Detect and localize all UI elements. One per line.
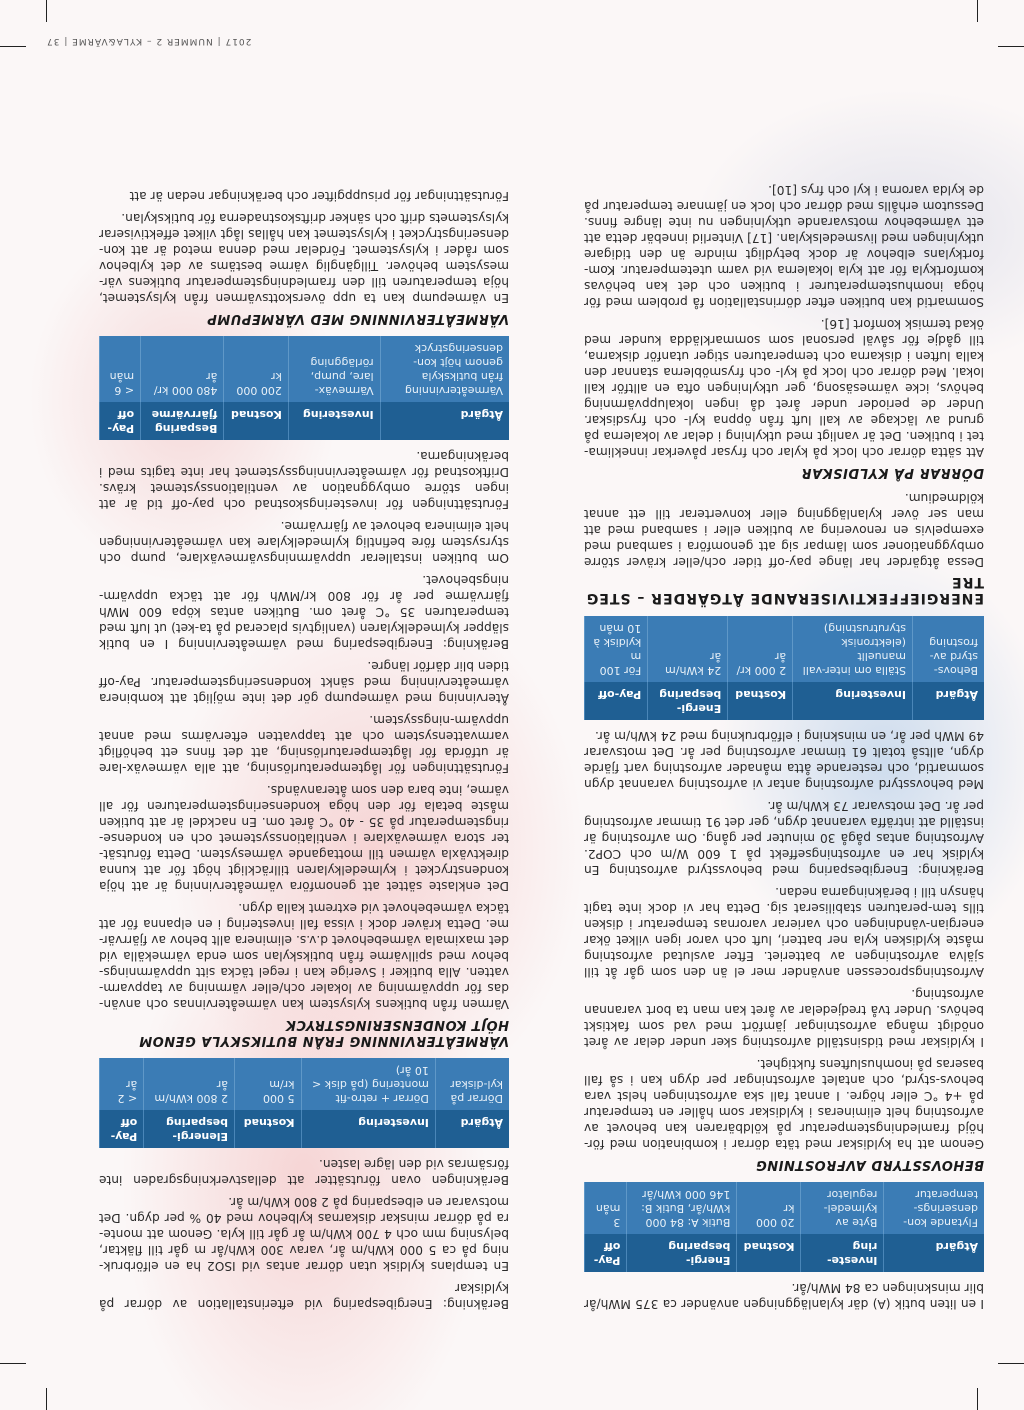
body-paragraph: Det enklaste sättet att genomföra värmeåtervinning är att höja kondenstrycket i kylmedelkylaren tillräckligt högt för att kunna direktväxla värmen till mottagande värmesystem. Detta förutsät-ter stora värmeväxlare i ventilationssystemet och en kondense-ringstemperatur på 35 - 40 °C året om. En nackdel är att butiken måste betala för den höga kondenseringstemperaturen för all värme, inte bara den som återanvänds. xyxy=(99,783,509,893)
table-header: Energi-besparing xyxy=(627,1234,737,1272)
body-paragraph: Förutsättningar för prisuppgifter och beräkningar nedan är att xyxy=(129,189,509,203)
body-paragraph: Beräkning: Energibesparing med behovsstyrd avfrostning En kyldisk har en avfrostningseffekt på 1 600 W/m och COP2. Avfrostning antas pågå 30 minuter per gång. Om avfrostning är inställd att inträffa varannat dygn, ger det 91 timmar avfrostning per år. Det motsvarar 73 kWh/m år. xyxy=(584,799,984,877)
table-cell: Ställa om inter-vall manuellt (elektronisk styrutrustning) xyxy=(793,616,913,682)
crop-mark xyxy=(0,46,26,47)
body-paragraph: Genom att ha kyldiskar med täta dörrar i kombination med för-höjd framledningstemperatur på köldbäraren kan behovet av avfrostning helt elimineras i kyldiskar som håller en temperatur på +4 °C eller högre. I annat fall ska avfrostningen helst vara behovs-styrd, och antalet avfrostningar per dygn kan i så fall baseras på inomhusluftens fuktighet. xyxy=(584,1057,984,1151)
left-column xyxy=(584,176,984,1312)
crop-mark xyxy=(998,1363,1024,1364)
table-header: Investering xyxy=(288,402,380,440)
right-column xyxy=(99,182,509,1312)
section-heading: DÖRRAR PÅ KYLDISKAR xyxy=(801,465,984,480)
table-flytande-kondensering xyxy=(584,1182,984,1272)
page-footer: 2017 | NUMMER 2 – KYLA&VÄRME | 37 xyxy=(46,36,252,46)
table-cell: Byte av kylmedel-regulator xyxy=(801,1182,884,1234)
body-paragraph: Beräkningen ovan förutsätter att dellastverkningsgraden inte försämras vid den lägre lasten. xyxy=(99,1157,509,1187)
table-header: Kostnad xyxy=(224,402,288,440)
table-cell: 5 000 kr/m xyxy=(235,1058,302,1110)
body-paragraph: Återvinning med värmepump gör det inte möjligt att kombinera värmeåtervinning med sänkt kondenseringstemperatur. Pay-off tiden blir därför längre. xyxy=(99,659,509,705)
section-heading: VÄRMEÅTERVINNING MED VÄRMEPUMP xyxy=(206,311,509,326)
body-paragraph: Beräkning: Energibesparing vid efterinstallation av dörrar på kyldiskar xyxy=(99,1281,509,1311)
crop-mark xyxy=(46,1388,47,1410)
table-cell: Dörrar + retro-fit montering (på disk < 10 år) xyxy=(301,1058,435,1110)
table-cell: 2 800 kWh/m år xyxy=(144,1058,235,1110)
table-cell: 480 000 kr/år xyxy=(141,336,224,402)
body-paragraph: I kyldiskar med tidsinställd avfrostning sker under delar av året onödigt många avfrostningar jämfört med vad som faktiskt behövs. Under två tredjedelar av året kan man ta bort varannan avfrostning. xyxy=(584,987,984,1049)
section-heading: ENERGIEFFEKTIVISERANDE ÅTGÄRDER – STEG TRE xyxy=(585,574,984,606)
body-paragraph: Värmen från butikens kylsystem kan värmeåtervinnas och använ-das för uppvärmning av lokaler och/eller värmning av tappvarm-vatten. Alla butiker i Sverige kan i regel täcka sitt uppvärmnings-behov med spillvärme från butikskylan som enda värmekälla vid det maximala värmebehovet d.v.s. eliminera allt behov av fjärrvär-me. Detta kräver dock i vissa fall investering i en elpanna för att täcka värmebehovet vid extremt kalla dygn. xyxy=(99,901,509,1011)
table-row xyxy=(585,616,985,682)
table-header: Pay-off xyxy=(100,1110,144,1148)
body-paragraph: Förutsättningen för lågtemperaturlösning, att alla värmeväx-lare är utförda för lågtemperaturlösning, att det finns ett behöfligt varmvattensystem och att tappvatten eftervärms med annat uppvärm-ningssystem. xyxy=(99,713,509,775)
crop-mark xyxy=(977,1388,978,1410)
body-paragraph: En templans kyldisk utan dörrar antas vid ISO2 ha en elförbruk-ning på ca 5 000 kWh/m år, varav 300 kWh/år m går till fläktar, belysning mm och 4 700 kWh/m år går till kyla. Genom att monte-ra på dörrar minskar diskarnas kylbehov med 40 % per dygn. Det motsvarar en elbesparing på 2 800 kWh/m år. xyxy=(99,1195,509,1273)
table-row xyxy=(100,336,510,402)
crop-mark xyxy=(998,46,1024,47)
crop-mark xyxy=(46,0,47,22)
table-header: Elenergi-besparing xyxy=(144,1110,235,1148)
table-header: Besparing fjärrvärme xyxy=(141,402,224,440)
table-header: Kostnad xyxy=(728,682,793,720)
body-paragraph: Med behovsstyrd avfrostning antar vi avfrostning varannat dygn sommartid, och resterande åtta månader avfrostning vart fjärde dygn, alltså totalt 61 timmar avfrostning per år. Det motsvarar 49 MWh per år, en minskning i elförbrukning med 24 kWh/m år. xyxy=(584,729,984,791)
table-header: Pay-off xyxy=(100,402,141,440)
table-cell: 24 kWh/m år xyxy=(648,616,728,682)
body-paragraph: En värmepump kan ta upp överskottsvärmen från kylsystemet, höja temperaturen till den framledningstemperatur butikens vär-mesystem behöver. Tillgänglig värme bestäms av det kylbehov som råder i kylsystemet. Fördelar med denna metod är att kon-denseringstrycket i kylsystemet kan hållas lågt vilket effektiviserar kylsystemets drift och sänker driftskostnaderna för butikskylan. xyxy=(99,211,509,305)
table-cell: Dörrar på kyl-diskar xyxy=(435,1058,509,1110)
table-header: Åtgärd xyxy=(913,682,984,720)
table-cell: 2 000 kr/år xyxy=(728,616,793,682)
table-cell: Flytande kon-denserings-temperatur xyxy=(884,1182,984,1234)
table-header: Kostnad xyxy=(235,1110,302,1148)
crop-mark xyxy=(0,1363,26,1364)
intro-paragraph: I en liten butik (A) där kylanläggningen använder ca 375 MWh/år blir minskningen ca 84 MWh/år. xyxy=(584,1281,984,1311)
table-header: Kostnad xyxy=(737,1234,801,1272)
body-paragraph: Dessa åtgärder har länge pay-off tider och/eller kräver större ombyggnationer som lämpar sig att genomföra i samband med exempelvis en renovering av butiken eller i samband med att man ser över kylanläggning eller konverterar till ett annat köldmedium. xyxy=(584,491,984,569)
table-header: Pay-off xyxy=(585,682,648,720)
table-header: Investe-ring xyxy=(801,1234,884,1272)
table-cell: Värmeåtervinning från butikskyla genom höjt kon-denseringstryck xyxy=(380,336,509,402)
table-cell: 20 000 kr xyxy=(737,1182,801,1234)
table-dorrar-kyldiskar xyxy=(99,1058,509,1148)
table-row xyxy=(100,1058,510,1110)
table-header: Pay-off xyxy=(585,1234,627,1272)
table-header: Investering xyxy=(793,682,913,720)
table-header: Investering xyxy=(301,1110,435,1148)
table-header: Energi-besparing xyxy=(648,682,728,720)
body-paragraph: Sommartid kan butiken efter dörrinstallation få problem med för höga inomhustemperaturer i butiken och det kan behövas komfortkyla för att kyla lokalerna vid varm utetemperatur. Kom-fortkylans elbehov är dock betydligt mindre än den tidigare utkylningen med livsmedelskylan. [17] Vinterlid innebär detta att ett värmebehov motsvarande utkylningen nu inte längre finns. Dessutom erhålls med dörrar och lock en jämnare temperatur på de kylda varorna i kyl och frys [10]. xyxy=(584,183,984,309)
section-heading: BEHOVSSTYRD AVFROSTNING xyxy=(755,1157,984,1172)
table-cell: Butik A: 84 000 kWh/år, Butik B: 146 000 kWh/år xyxy=(627,1182,737,1234)
table-header: Åtgärd xyxy=(380,402,509,440)
table-cell: 200 000 kr xyxy=(224,336,288,402)
body-paragraph: Förutsättningen för investeringskostnad och pay-off tid är att ingen större ombyggnation av ventilationssystemet krävs. Driftkostnad för värmeåtervinningssystemet har inte tagits med i beräkningarna. xyxy=(99,449,509,511)
table-behovsstyrd-avfrostning xyxy=(584,616,984,720)
table-row xyxy=(585,1182,985,1234)
body-paragraph: Att sätta dörrar och lock på kylar och frysar påverkar inneklima-tet i butiken. Det är vanligt med utkylning i delar av lokalerna på grund av läckage av kall luft från öppna kyl- och frysdiskar. Under de perioder under året då ingen lokaluppvärmning behövs, icke värmesäsong, ger utkylningen ofta en alltför kall lokal. Med dörrar och lock på kyl- och frysmöblerna stannar den kalla luften i diskarna och temperaturen stiger utanför diskarna, till gådje för såväl personal som sommarklädda kunder med ökad termisk komfort [16]. xyxy=(584,317,984,459)
table-cell: < 6 mån xyxy=(100,336,141,402)
table-cell: För 100 m kyldisk à 10 mån xyxy=(585,616,648,682)
table-header: Åtgärd xyxy=(435,1110,509,1148)
table-cell: < 2 år xyxy=(100,1058,144,1110)
body-paragraph: Om butiken installerar uppvärmningsvärmeväxlare, pump och styrsystem före befintlig kylmedelkylare kan värmeåtervinningen helt eliminera behovet av fjärrvärme. xyxy=(99,519,509,565)
crop-mark xyxy=(977,0,978,22)
table-cell: 3 mån xyxy=(585,1182,627,1234)
table-varmeatervinning xyxy=(99,336,509,440)
section-heading: VÄRMEÅTERVINNING FRÅN BUTIKSKYLA GENOM HÖJT KONDENSERINGSTRYCK xyxy=(138,1017,509,1048)
body-paragraph: Beräkning: Energibesparing med värmeåtervinning I en butik släpper kylmedelkylaren (vanligtvis placerad på ta-ket) ut luft med temperaturen 35 °C året om. Butiken antas köpa 600 MWh fjärrvärme per år för 800 kr/MWh för att täcka uppvärm-ningsbehovet. xyxy=(99,573,509,651)
table-cell: Värmeväx-lare, pump, rörläggning xyxy=(288,336,380,402)
body-paragraph: Avfrostningsprocessen använder mer el än den som går åt till själva avfrostningen av batteriet. Efter avslutad avfrostning måste kyldisken kyla ner batteri, luft och varor igen vilket ökar energian-vändningen och varierar varornas temperatur i disken tills tem-peraturen stabiliserat sig. Detta har vi dock inte tagit hänsyn till i beräkningarna nedan. xyxy=(584,885,984,979)
table-header: Åtgärd xyxy=(884,1234,984,1272)
table-cell: Behovs-styrd av-frostning xyxy=(913,616,984,682)
